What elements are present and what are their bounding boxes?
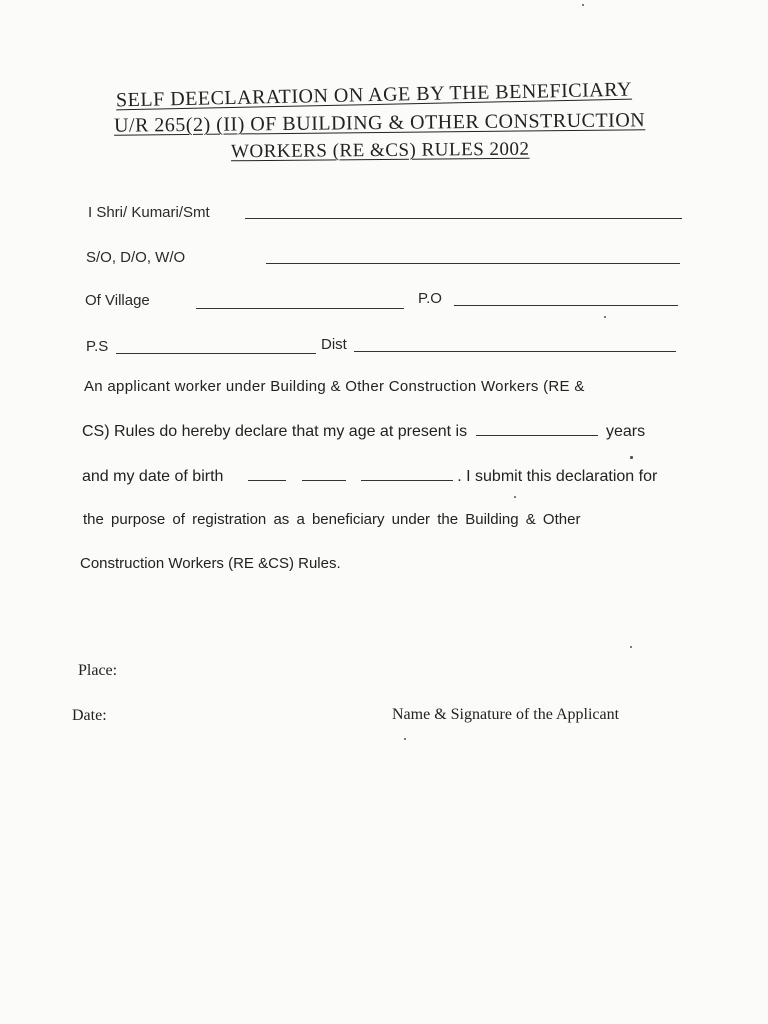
- dob-label: and my date of birth: [82, 468, 224, 485]
- dob-month-blank[interactable]: [302, 480, 346, 481]
- form-title-line-3: WORKERS (RE &CS) RULES 2002: [230, 138, 530, 163]
- po-label: P.O: [418, 290, 442, 307]
- declaration-line-4: the purpose of registration as a beneficiary under the Building & Other: [83, 511, 581, 528]
- dist-blank[interactable]: [354, 351, 676, 352]
- scan-speck: [630, 646, 632, 648]
- scan-speck: [630, 456, 633, 459]
- declaration-line-1: An applicant worker under Building & Other Construction Workers (RE &: [84, 378, 585, 395]
- dist-label: Dist: [321, 336, 347, 353]
- ps-label: P.S: [86, 338, 109, 355]
- form-title-line-2: U/R 265(2) (II) OF BUILDING & OTHER CONSTRUCTION: [113, 109, 646, 137]
- declaration-line-5: Construction Workers (RE &CS) Rules.: [80, 555, 341, 572]
- scan-speck: [582, 4, 584, 6]
- declaration-line-2: [82, 423, 645, 441]
- signature-label: Name & Signature of the Applicant: [392, 706, 620, 723]
- declaration-line-3-text: . I submit this declaration for: [457, 468, 658, 485]
- relation-label: S/O, D/O, W/O: [86, 249, 186, 266]
- dob-day-blank[interactable]: [248, 480, 286, 481]
- declaration-line-3: [82, 468, 657, 486]
- scan-speck: [514, 496, 516, 498]
- scan-speck: [604, 316, 606, 318]
- place-label: Place:: [78, 662, 118, 679]
- name-label: I Shri/ Kumari/Smt: [88, 204, 210, 221]
- relation-blank[interactable]: [266, 263, 680, 264]
- village-label: Of Village: [85, 292, 150, 309]
- ps-blank[interactable]: [116, 353, 316, 354]
- dob-year-blank[interactable]: [361, 480, 453, 481]
- village-blank[interactable]: [196, 308, 404, 309]
- declaration-line-2-text: CS) Rules do hereby declare that my age at present is: [82, 423, 468, 440]
- age-blank[interactable]: [476, 435, 598, 436]
- date-label: Date:: [72, 707, 107, 724]
- scan-speck: [404, 738, 406, 740]
- po-blank[interactable]: [454, 305, 678, 306]
- form-title-line-1: SELF DEECLARATION ON AGE BY THE BENEFICIARY: [115, 78, 633, 112]
- years-label: years: [606, 423, 646, 440]
- name-blank[interactable]: [245, 218, 682, 219]
